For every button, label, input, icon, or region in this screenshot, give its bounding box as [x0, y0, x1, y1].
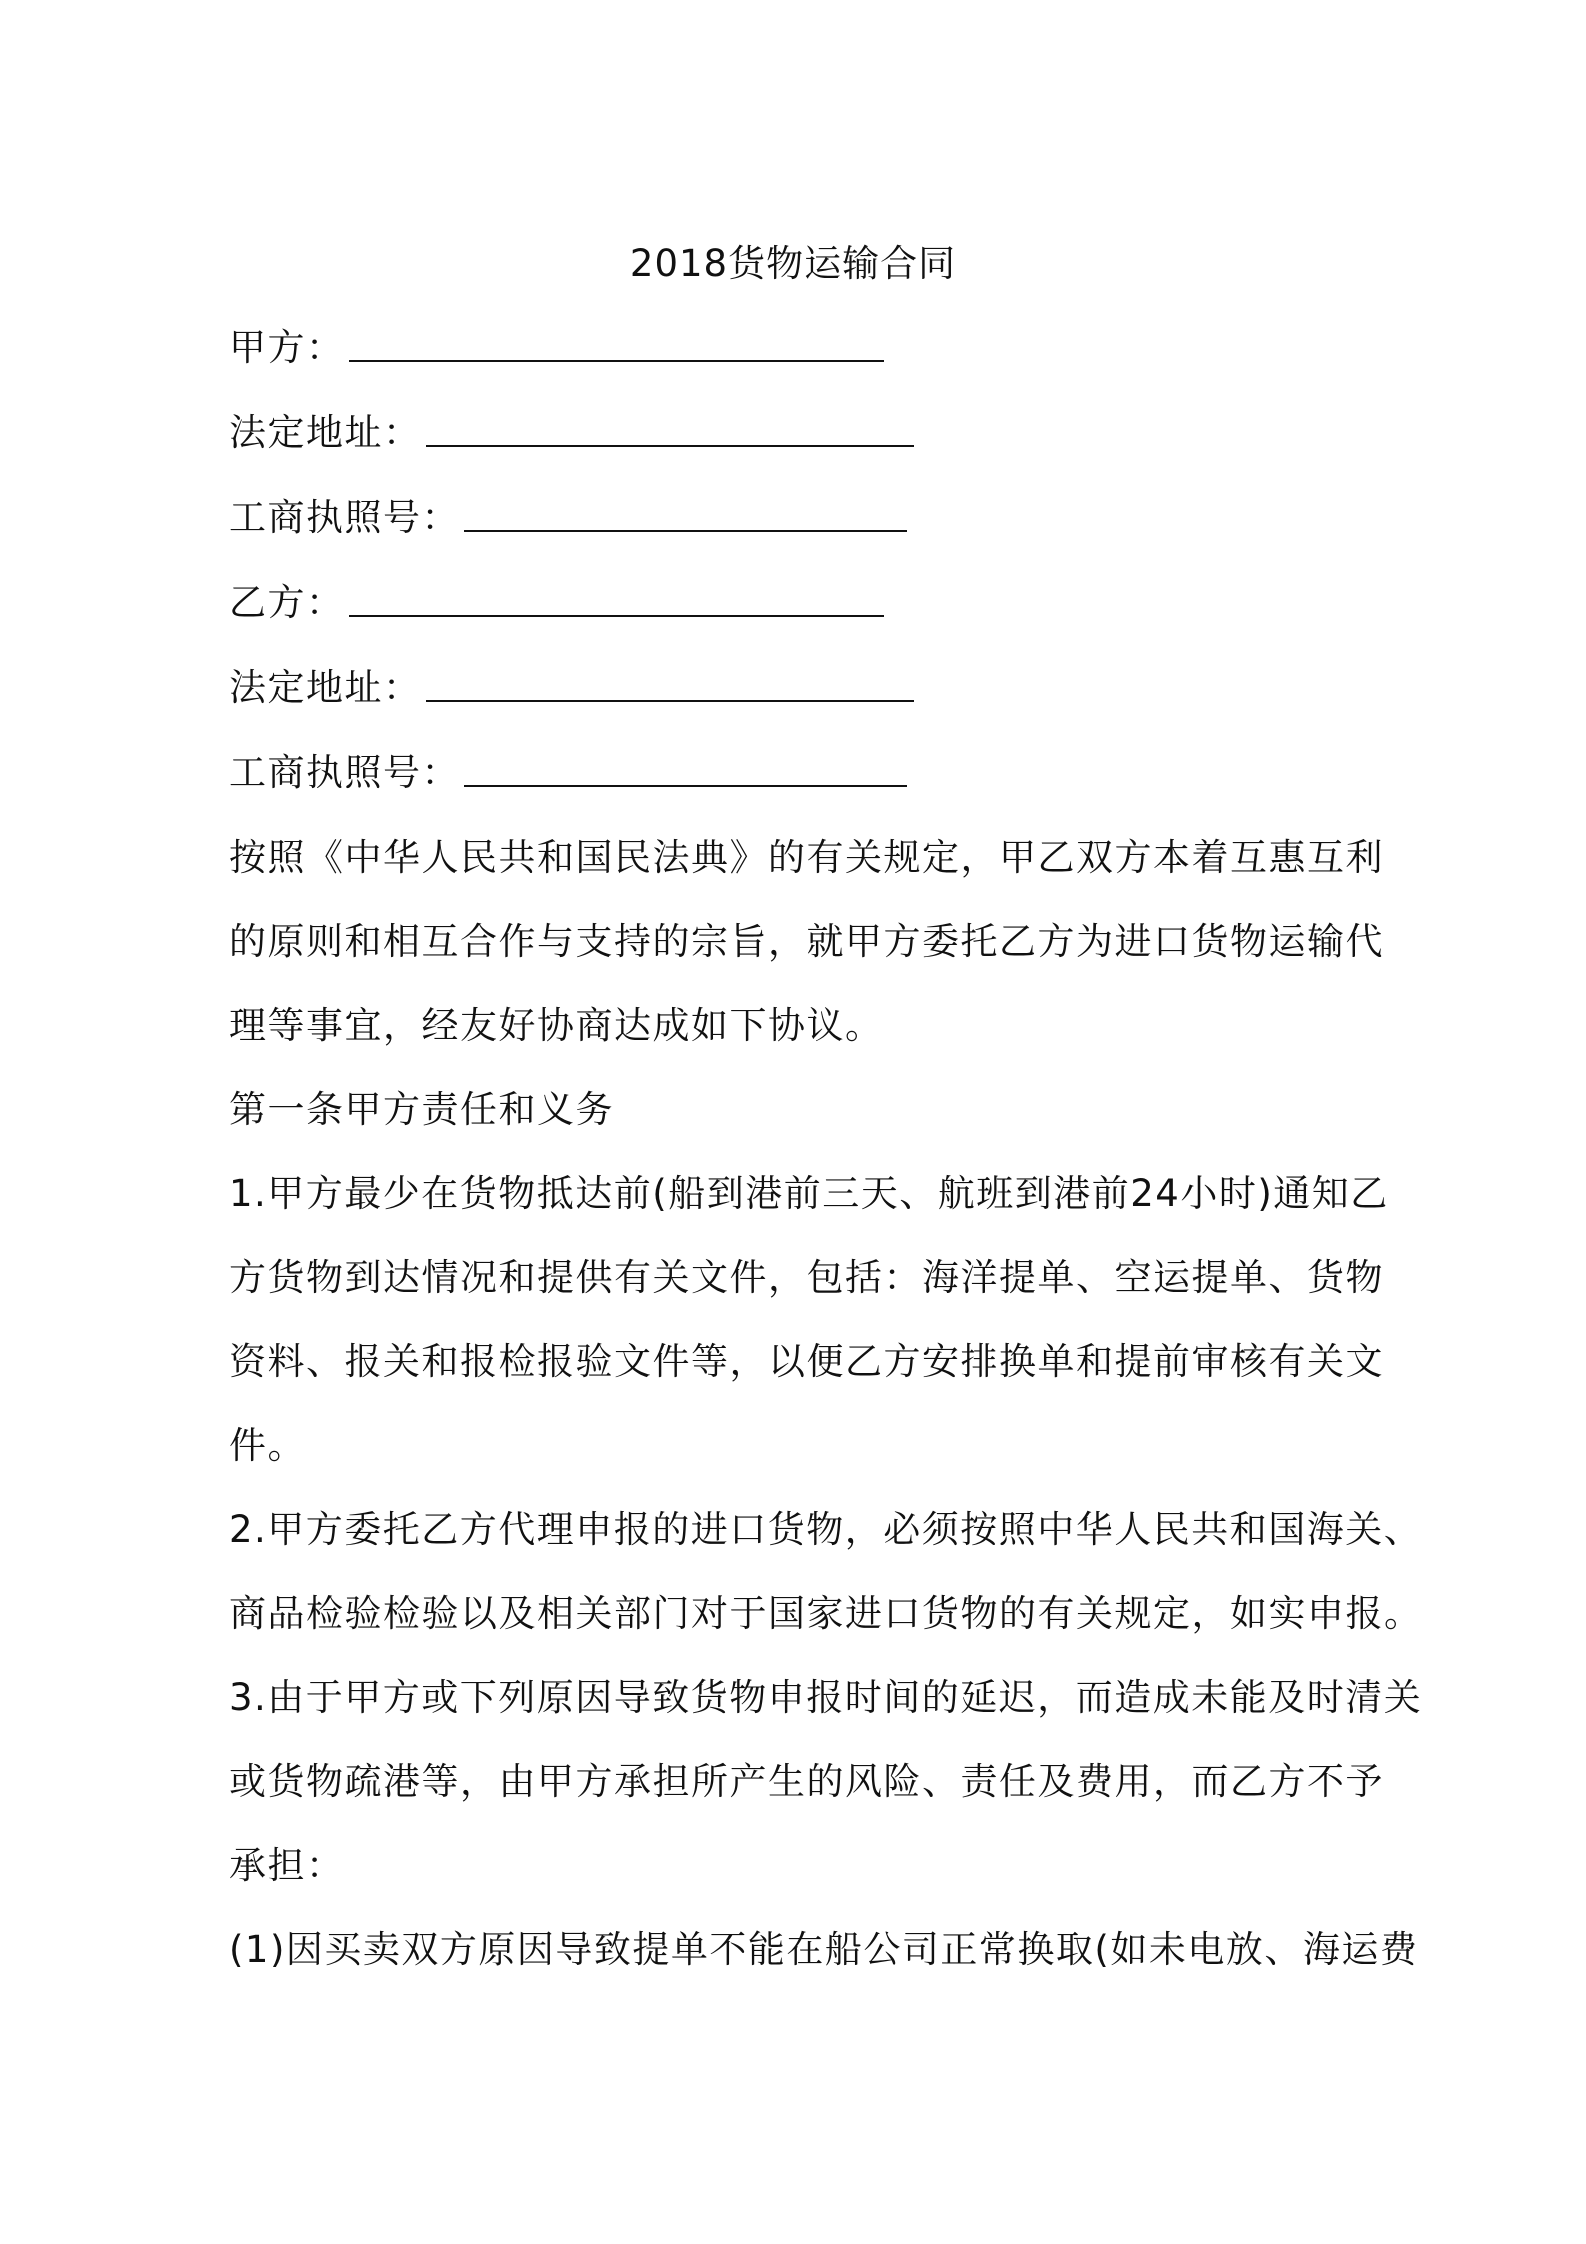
body-line: 资料、报关和报检报验文件等，以便乙方安排换单和提前审核有关文 — [229, 1340, 1384, 1383]
party-a-license-field — [229, 490, 1369, 546]
document-title: 2018货物运输合同 — [629, 242, 957, 285]
party-b-address-blank[interactable] — [426, 662, 914, 702]
body-line: 1.甲方最少在货物抵达前(船到港前三天、航班到港前24小时)通知乙 — [229, 1172, 1389, 1215]
body-line: 方货物到达情况和提供有关文件，包括：海洋提单、空运提单、货物 — [229, 1256, 1384, 1299]
body-line: 3.由于甲方或下列原因导致货物申报时间的延迟，而造成未能及时清关 — [229, 1676, 1423, 1719]
body-line: 的原则和相互合作与支持的宗旨，就甲方委托乙方为进口货物运输代 — [229, 920, 1384, 963]
body-line: 承担： — [229, 1844, 345, 1887]
party-b-address-field — [229, 660, 1369, 716]
body-line: 或货物疏港等，由甲方承担所产生的风险、责任及费用，而乙方不予 — [229, 1760, 1384, 1803]
body-line: 理等事宜，经友好协商达成如下协议。 — [229, 1004, 884, 1047]
party-b-blank[interactable] — [349, 577, 884, 617]
body-line: 商品检验检验以及相关部门对于国家进口货物的有关规定，如实申报。 — [229, 1592, 1423, 1635]
party-b-license-field — [229, 745, 1369, 801]
party-a-blank[interactable] — [349, 322, 884, 362]
party-a-address-label: 法定地址： — [229, 411, 422, 454]
body-line: 按照《中华人民共和国民法典》的有关规定，甲乙双方本着互惠互利 — [229, 836, 1384, 879]
party-b-field — [229, 575, 1369, 631]
party-a-license-label: 工商执照号： — [229, 496, 460, 539]
party-b-address-label: 法定地址： — [229, 666, 422, 709]
party-a-label: 甲方： — [229, 326, 345, 369]
party-a-address-field — [229, 405, 1369, 461]
party-a-field — [229, 320, 1369, 376]
article-heading: 第一条甲方责任和义务 — [229, 1088, 614, 1131]
party-a-address-blank[interactable] — [426, 407, 914, 447]
party-b-license-blank[interactable] — [464, 747, 907, 787]
body-line: (1)因买卖双方原因导致提单不能在船公司正常换取(如未电放、海运费 — [229, 1928, 1419, 1971]
party-b-license-label: 工商执照号： — [229, 751, 460, 794]
party-a-license-blank[interactable] — [464, 492, 907, 532]
body-line: 2.甲方委托乙方代理申报的进口货物，必须按照中华人民共和国海关、 — [229, 1508, 1423, 1551]
body-line: 件。 — [229, 1424, 306, 1467]
party-b-label: 乙方： — [229, 581, 345, 624]
